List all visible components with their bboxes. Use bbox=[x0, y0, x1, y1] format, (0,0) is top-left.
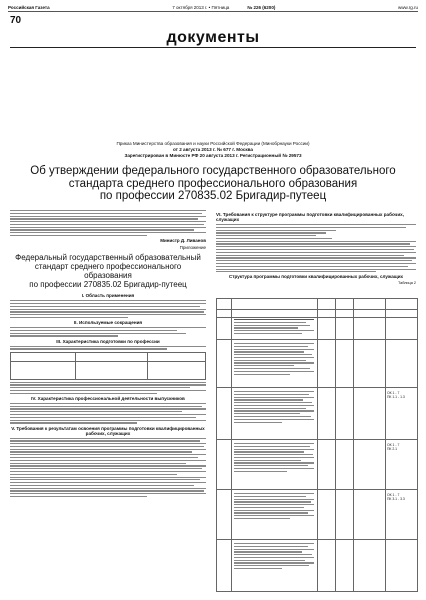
standard-title bbox=[10, 253, 206, 289]
table-cell-text bbox=[234, 443, 314, 474]
table-cell-text bbox=[234, 343, 314, 376]
section-divider bbox=[10, 47, 416, 48]
competency-code: ОК 1 - 7 bbox=[387, 391, 400, 395]
table-label: Таблица 2 bbox=[397, 281, 416, 286]
body-text bbox=[10, 346, 206, 350]
body-text bbox=[10, 438, 206, 498]
masthead-date: 7 октября 2013 г. • Пятница bbox=[172, 4, 230, 10]
section-heading: V. Требования к результатам освоения программы подготовки квалифицированных рабочих, служащих bbox=[11, 425, 205, 436]
headline-line: по профессии 270835.02 Бригадир-путеец bbox=[99, 190, 327, 202]
competency-codes bbox=[387, 493, 415, 501]
table-cell-text bbox=[234, 543, 314, 571]
headline-line: Об утверждении федерального государственного образовательного bbox=[30, 165, 396, 177]
order-registration: Зарегистрирован в Минюсте РФ 20 августа 2013 г. Регистрационный № 29573 bbox=[124, 153, 302, 158]
headline-line: стандарта среднего профессионального образования bbox=[68, 177, 358, 190]
annex-label: Приложение bbox=[179, 245, 206, 251]
body-text bbox=[10, 327, 206, 337]
table-cell-text bbox=[234, 391, 314, 424]
competency-code: ОК 1 - 7 bbox=[387, 493, 400, 497]
body-text bbox=[216, 224, 416, 272]
section-heading: I. Область применения bbox=[81, 293, 135, 299]
competency-code: ПК 2.1 bbox=[387, 447, 398, 451]
masthead-newspaper: Российская Газета bbox=[8, 4, 50, 10]
standard-title-line: стандарт среднего профессионального образования bbox=[34, 262, 182, 281]
left-column bbox=[10, 210, 206, 499]
order-issuer: Приказ Министерства образования и науки Российской Федерации (Минобрнауки России) bbox=[116, 141, 310, 146]
table-title: Структура программы подготовки квалифицированных рабочих, служащих bbox=[228, 274, 404, 280]
competency-codes bbox=[387, 391, 415, 399]
order-header bbox=[70, 141, 356, 159]
section-heading: II. Используемые сокращения bbox=[73, 320, 143, 326]
table-1 bbox=[10, 352, 206, 380]
page-number: 70 bbox=[10, 15, 22, 26]
standard-title-line: по профессии 270835.02 Бригадир-путеец bbox=[29, 280, 187, 290]
right-column bbox=[216, 210, 416, 285]
body-text bbox=[10, 382, 206, 394]
table-cell-text bbox=[234, 319, 314, 336]
order-date-number: от 2 августа 2013 г. № 677 г. Москва bbox=[172, 147, 253, 152]
competency-code: ОК 1 - 7 bbox=[387, 443, 400, 447]
masthead bbox=[8, 3, 418, 12]
body-text bbox=[10, 403, 206, 424]
minister-signature: Министр Д. Ливанов bbox=[160, 238, 206, 244]
structure-table bbox=[216, 298, 418, 592]
section-title: документы bbox=[166, 29, 260, 46]
section-heading: IV. Характеристика профессиональной деятельности выпускников bbox=[31, 395, 185, 401]
competency-code: ПК 1.1 - 1.3 bbox=[387, 395, 405, 399]
standard-title-line: Федеральный государственный образовательный bbox=[15, 253, 201, 263]
masthead-site: www.rg.ru bbox=[397, 4, 418, 10]
body-text bbox=[10, 300, 206, 318]
document-headline bbox=[10, 165, 416, 203]
section-heading: III. Характеристика подготовки по профессии bbox=[56, 338, 160, 344]
competency-code: ПК 3.1 - 3.3 bbox=[387, 497, 405, 501]
competency-codes bbox=[387, 443, 415, 451]
masthead-issue: № 226 (6200) bbox=[247, 4, 276, 10]
table-cell-text bbox=[234, 493, 314, 521]
section-heading: VI. Требования к структуре программы подготовки квалифицированных рабочих, служащих bbox=[216, 212, 404, 222]
body-text bbox=[10, 210, 206, 236]
